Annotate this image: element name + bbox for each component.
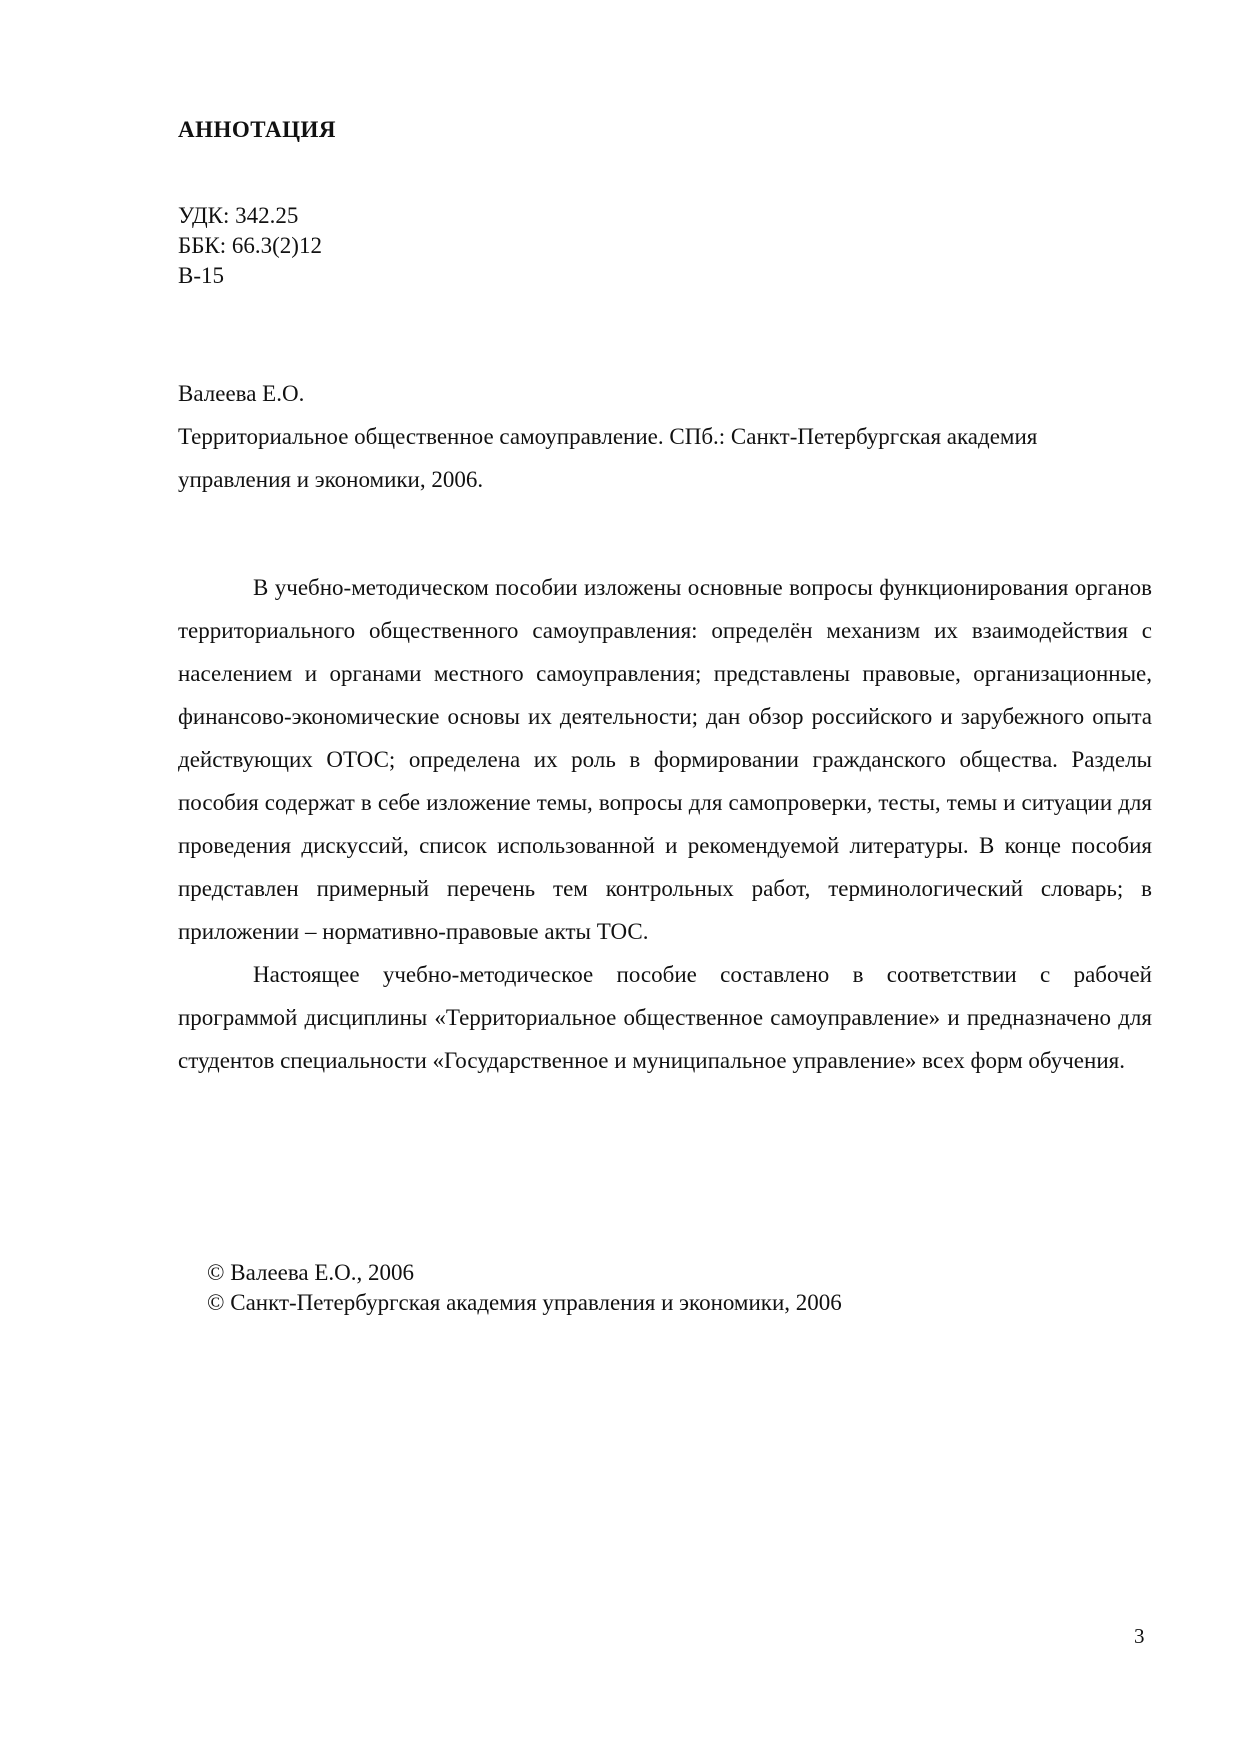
publisher-year-line: управления и экономики, 2006.: [178, 467, 484, 492]
copyright-author: © Валеева Е.О., 2006: [207, 1260, 415, 1285]
abstract-paragraph-1: В учебно-методическом пособии изложены основные вопросы функционирования органов территориального общественного самоуправления: определён механизм их взаимодействия с населением и органами местного самоуправления; представлены правовые, организационные, финансово-экономические основы их деятельности; дан обзор российского и зарубежного опыта действующих ОТОС; определена их роль в формировании гражданского общества. Разделы пособия содержат в себе изложение темы, вопросы для самопроверки, тесты, темы и ситуации для проведения дискуссий, список использованной и рекомендуемой литературы. В конце пособия представлен примерный перечень тем контрольных работ, терминологический словарь; в приложении – нормативно-правовые акты ТОС.: [178, 575, 1152, 944]
page-number: 3: [1134, 1624, 1145, 1648]
udk-code: УДК: 342.25: [178, 203, 299, 228]
author-mark: В-15: [178, 263, 224, 288]
author-name: Валеева Е.О.: [178, 381, 305, 406]
bibliographic-record: [178, 372, 1118, 501]
classification-block: [178, 201, 322, 291]
abstract-paragraph-2: Настоящее учебно-методическое пособие составлено в соответствии с рабочей программой дисциплины «Территориальное общественное самоуправление» и предназначено для студентов специальности «Государственное и муниципальное управление» всех форм обучения.: [178, 962, 1152, 1073]
bbk-code: ББК: 66.3(2)12: [178, 233, 322, 258]
abstract-text: [178, 566, 1152, 1082]
copyright-block: [207, 1258, 842, 1318]
page-title: АННОТАЦИЯ: [178, 117, 336, 142]
copyright-publisher: © Санкт-Петербургская академия управления и экономики, 2006: [207, 1290, 842, 1315]
title-publisher-line: Территориальное общественное самоуправление. СПб.: Санкт-Петербургская академия: [178, 424, 1038, 449]
